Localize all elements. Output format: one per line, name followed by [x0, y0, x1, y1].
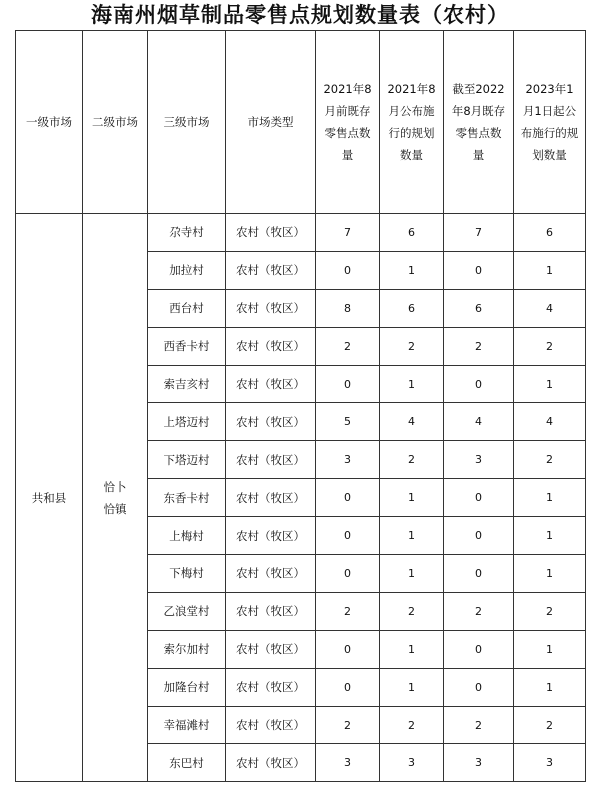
planned-2023-cell: 2	[514, 441, 586, 479]
header-level3: 三级市场	[148, 31, 226, 214]
market-type-cell: 农村（牧区）	[226, 517, 316, 555]
planned-2021-cell: 6	[380, 289, 444, 327]
planned-2021-cell: 6	[380, 214, 444, 252]
header-level1: 一级市场	[16, 31, 83, 214]
planned-2021-cell: 3	[380, 744, 444, 782]
village-name-cell: 东巴村	[148, 744, 226, 782]
planned-2021-cell: 1	[380, 251, 444, 289]
planned-2021-cell: 1	[380, 517, 444, 555]
existing-2022-cell: 2	[444, 592, 514, 630]
level1-market-cell: 共和县	[16, 214, 83, 782]
village-name-cell: 下梅村	[148, 555, 226, 593]
planned-2021-cell: 4	[380, 403, 444, 441]
market-type-cell: 农村（牧区）	[226, 441, 316, 479]
planned-2021-cell: 2	[380, 706, 444, 744]
village-name-cell: 上塔迈村	[148, 403, 226, 441]
existing-2021-cell: 2	[316, 592, 380, 630]
village-name-cell: 索吉亥村	[148, 365, 226, 403]
planned-2021-cell: 2	[380, 592, 444, 630]
header-2021-planned: 2021年8月公布施行的规划数量	[380, 31, 444, 214]
planned-2023-cell: 4	[514, 289, 586, 327]
planned-2021-cell: 1	[380, 479, 444, 517]
header-market-type: 市场类型	[226, 31, 316, 214]
planned-2023-cell: 1	[514, 365, 586, 403]
existing-2022-cell: 0	[444, 365, 514, 403]
existing-2021-cell: 0	[316, 517, 380, 555]
village-name-cell: 幸福滩村	[148, 706, 226, 744]
existing-2022-cell: 0	[444, 251, 514, 289]
planned-2023-cell: 4	[514, 403, 586, 441]
header-2021-existing: 2021年8月前既存零售点数量	[316, 31, 380, 214]
existing-2022-cell: 6	[444, 289, 514, 327]
existing-2021-cell: 0	[316, 630, 380, 668]
market-type-cell: 农村（牧区）	[226, 214, 316, 252]
market-type-cell: 农村（牧区）	[226, 592, 316, 630]
existing-2021-cell: 5	[316, 403, 380, 441]
table-row	[16, 214, 586, 252]
existing-2021-cell: 8	[316, 289, 380, 327]
planned-2021-cell: 1	[380, 555, 444, 593]
market-type-cell: 农村（牧区）	[226, 744, 316, 782]
existing-2022-cell: 0	[444, 630, 514, 668]
existing-2022-cell: 3	[444, 441, 514, 479]
planned-2021-cell: 2	[380, 327, 444, 365]
planned-2023-cell: 2	[514, 327, 586, 365]
village-name-cell: 加隆台村	[148, 668, 226, 706]
market-type-cell: 农村（牧区）	[226, 365, 316, 403]
planned-2021-cell: 1	[380, 668, 444, 706]
existing-2022-cell: 2	[444, 327, 514, 365]
planned-2021-cell: 2	[380, 441, 444, 479]
village-name-cell: 东香卡村	[148, 479, 226, 517]
existing-2021-cell: 3	[316, 744, 380, 782]
market-type-cell: 农村（牧区）	[226, 555, 316, 593]
planned-2021-cell: 1	[380, 365, 444, 403]
existing-2021-cell: 7	[316, 214, 380, 252]
village-name-cell: 下塔迈村	[148, 441, 226, 479]
planned-2023-cell: 1	[514, 668, 586, 706]
planned-2023-cell: 1	[514, 479, 586, 517]
planned-2023-cell: 1	[514, 630, 586, 668]
page-title: 海南州烟草制品零售点规划数量表（农村）	[91, 2, 509, 27]
existing-2022-cell: 0	[444, 668, 514, 706]
header-2023-planned: 2023年1月1日起公布施行的规划数量	[514, 31, 586, 214]
village-name-cell: 加拉村	[148, 251, 226, 289]
existing-2021-cell: 0	[316, 668, 380, 706]
existing-2021-cell: 0	[316, 479, 380, 517]
header-level2: 二级市场	[83, 31, 148, 214]
market-type-cell: 农村（牧区）	[226, 668, 316, 706]
planned-2023-cell: 6	[514, 214, 586, 252]
existing-2022-cell: 4	[444, 403, 514, 441]
market-type-cell: 农村（牧区）	[226, 706, 316, 744]
existing-2021-cell: 0	[316, 251, 380, 289]
village-name-cell: 西香卡村	[148, 327, 226, 365]
retail-planning-table	[15, 30, 586, 782]
existing-2022-cell: 0	[444, 479, 514, 517]
existing-2021-cell: 0	[316, 555, 380, 593]
planned-2023-cell: 1	[514, 251, 586, 289]
village-name-cell: 西台村	[148, 289, 226, 327]
market-type-cell: 农村（牧区）	[226, 403, 316, 441]
existing-2021-cell: 0	[316, 365, 380, 403]
existing-2022-cell: 3	[444, 744, 514, 782]
market-type-cell: 农村（牧区）	[226, 327, 316, 365]
market-type-cell: 农村（牧区）	[226, 630, 316, 668]
planned-2023-cell: 2	[514, 706, 586, 744]
header-2022-existing: 截至2022年8月既存零售点数量	[444, 31, 514, 214]
planned-2023-cell: 1	[514, 517, 586, 555]
existing-2021-cell: 2	[316, 327, 380, 365]
village-name-cell: 上梅村	[148, 517, 226, 555]
existing-2022-cell: 7	[444, 214, 514, 252]
market-type-cell: 农村（牧区）	[226, 479, 316, 517]
existing-2022-cell: 0	[444, 517, 514, 555]
existing-2021-cell: 2	[316, 706, 380, 744]
village-name-cell: 尕寺村	[148, 214, 226, 252]
planned-2023-cell: 2	[514, 592, 586, 630]
existing-2021-cell: 3	[316, 441, 380, 479]
planned-2023-cell: 1	[514, 555, 586, 593]
existing-2022-cell: 0	[444, 555, 514, 593]
village-name-cell: 乙浪堂村	[148, 592, 226, 630]
level2-market-cell: 恰卜恰镇	[83, 214, 148, 782]
existing-2022-cell: 2	[444, 706, 514, 744]
market-type-cell: 农村（牧区）	[226, 251, 316, 289]
village-name-cell: 索尔加村	[148, 630, 226, 668]
planned-2023-cell: 3	[514, 744, 586, 782]
market-type-cell: 农村（牧区）	[226, 289, 316, 327]
planned-2021-cell: 1	[380, 630, 444, 668]
